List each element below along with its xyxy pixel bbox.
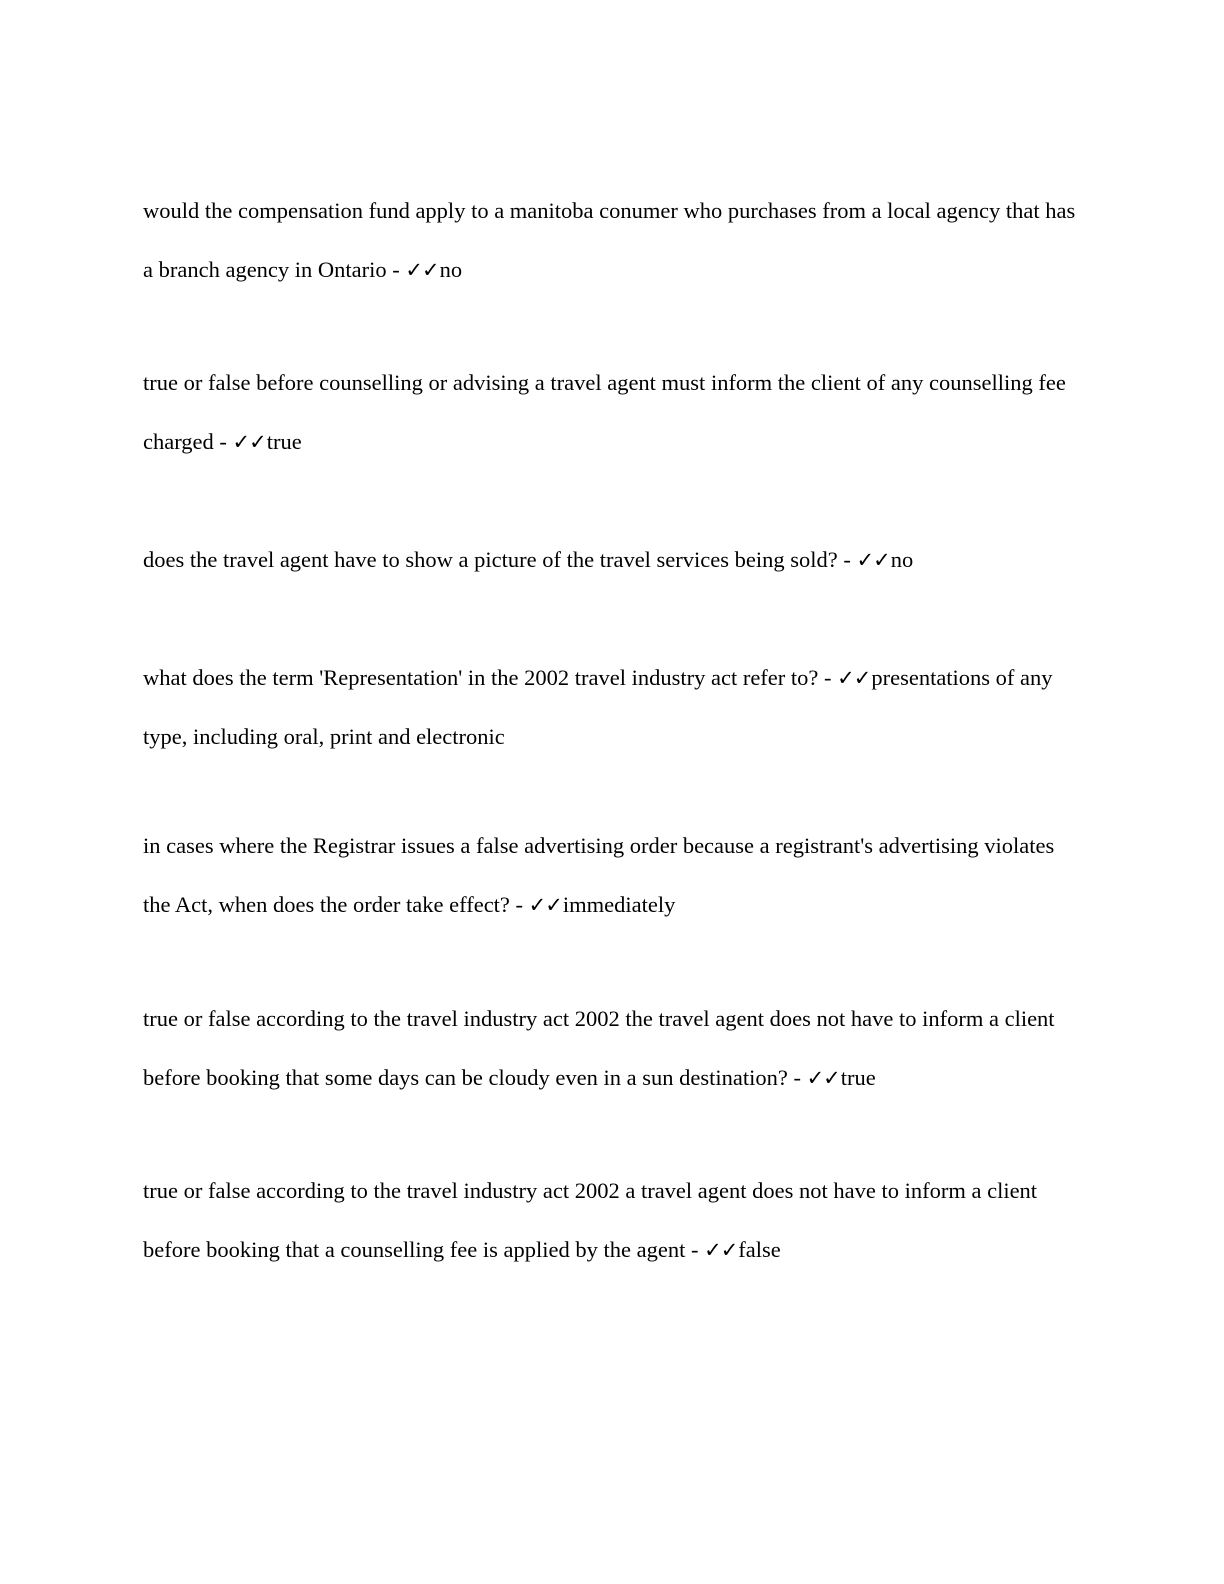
- double-check-icon: ✓✓: [704, 1237, 738, 1262]
- qa-item-3: [143, 531, 1083, 590]
- answer-text: true: [840, 1064, 876, 1090]
- qa-item-4: [143, 649, 1083, 766]
- question-text: true or false according to the travel industry act 2002 the travel agent does not have to inform a client before booking that some days can be cloudy even in a sun destination?: [143, 1006, 1055, 1090]
- double-check-icon: ✓✓: [405, 257, 439, 282]
- answer-text: immediately: [562, 891, 676, 917]
- double-check-icon: ✓✓: [806, 1065, 840, 1090]
- double-check-icon: ✓✓: [528, 892, 562, 917]
- question-text: true or false according to the travel industry act 2002 a travel agent does not have to inform a client before booking that a counselling fee is applied by the agent: [143, 1178, 1038, 1262]
- question-text: in cases where the Registrar issues a false advertising order because a registrant's advertising violates the Act, when does the order take effect?: [143, 833, 1055, 917]
- answer-text: presentations of any type, including oral, print and electronic: [143, 665, 1053, 749]
- double-check-icon: ✓✓: [232, 429, 266, 454]
- answer-text: no: [890, 547, 914, 572]
- separator: -: [837, 547, 857, 572]
- separator: -: [685, 1236, 705, 1262]
- double-check-icon: ✓✓: [837, 666, 871, 690]
- double-check-icon: ✓✓: [856, 548, 890, 572]
- question-text: true or false before counselling or advising a travel agent must inform the client of any counselling fee charged: [143, 370, 1066, 454]
- answer-text: false: [738, 1236, 781, 1262]
- separator: -: [509, 891, 529, 917]
- answer-text: no: [439, 256, 463, 282]
- qa-item-7: [143, 1162, 1083, 1279]
- question-text: does the travel agent have to show a picture of the travel services being sold?: [143, 547, 838, 572]
- qa-item-5: [143, 817, 1083, 934]
- answer-text: true: [266, 428, 302, 454]
- separator: -: [386, 256, 406, 282]
- separator: -: [818, 665, 838, 690]
- qa-item-6: [143, 990, 1083, 1107]
- qa-item-1: [143, 182, 1083, 299]
- question-text: what does the term 'Representation' in the 2002 travel industry act refer to?: [143, 665, 819, 690]
- separator: -: [787, 1064, 807, 1090]
- separator: -: [213, 428, 233, 454]
- qa-item-2: [143, 354, 1083, 471]
- question-text: would the compensation fund apply to a manitoba conumer who purchases from a local agency that has a branch agency in Ontario: [143, 198, 1076, 282]
